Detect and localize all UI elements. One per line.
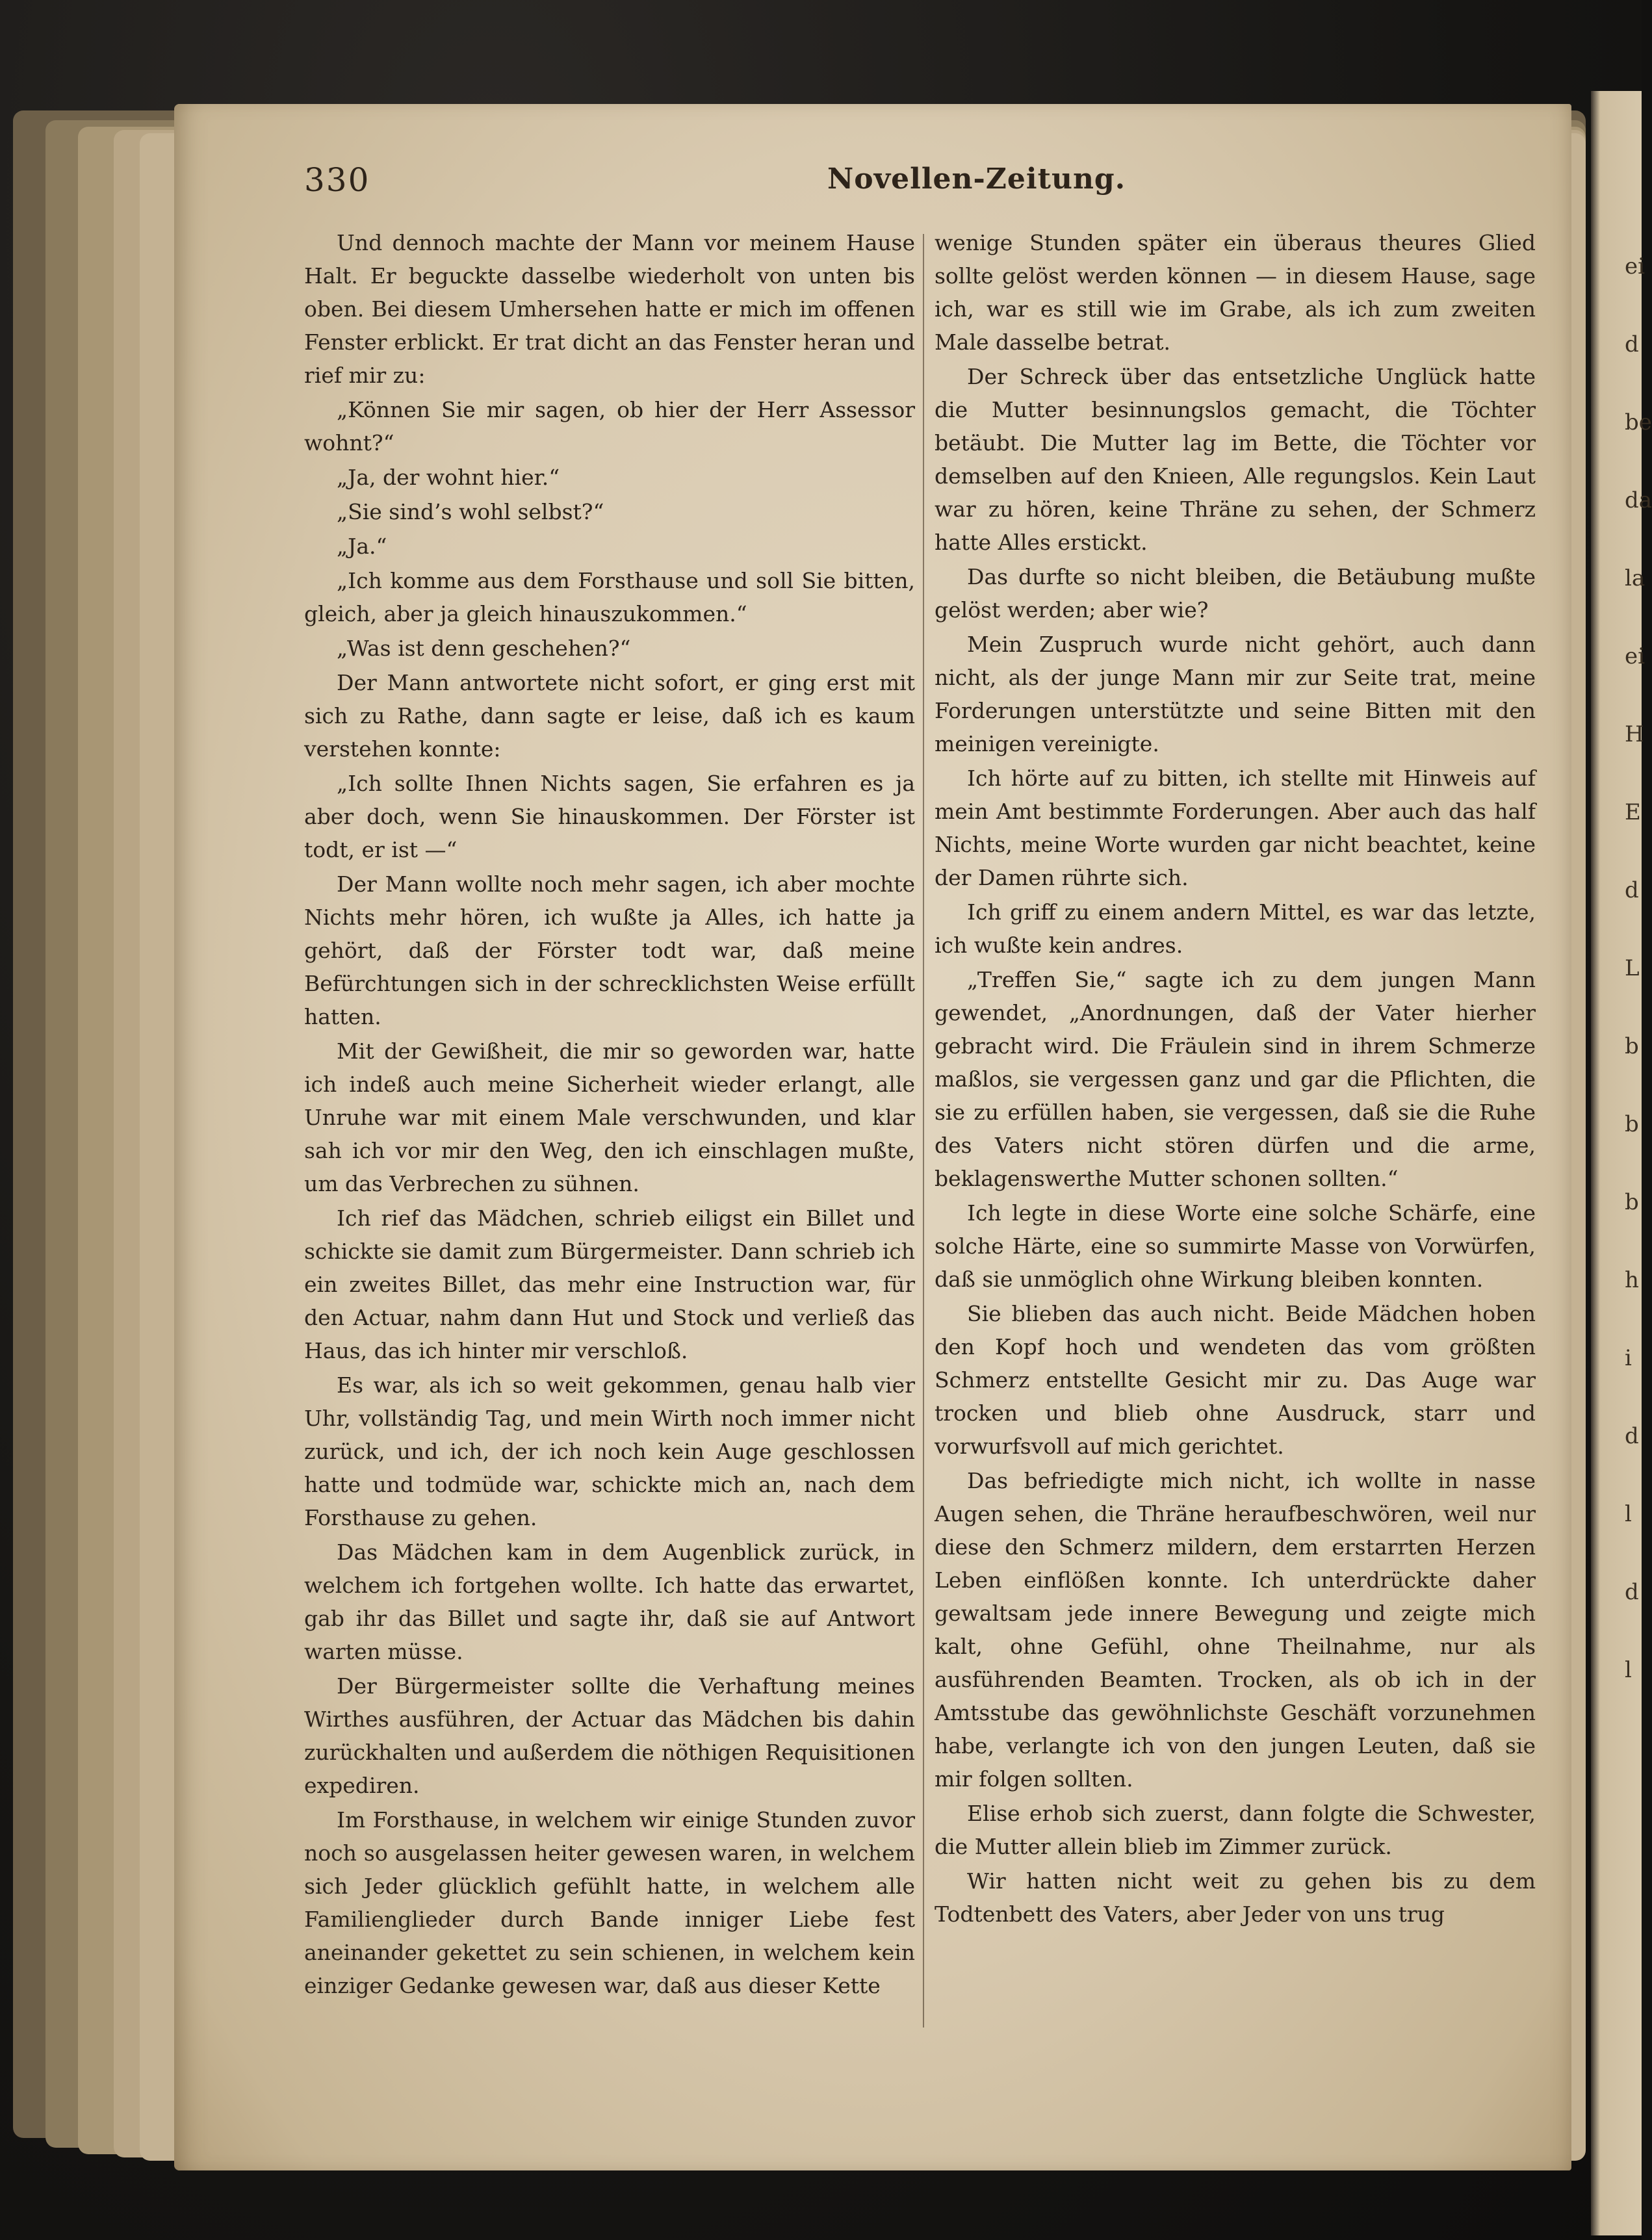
paragraph: Ich legte in diese Worte eine solche Schärfe, eine solche Härte, eine so summirte Masse von Vorwürfen, daß sie unmöglich ohne Wirkung bleiben konnten. — [935, 1200, 1536, 1292]
paragraph: „Sie sind’s wohl selbst?“ — [337, 499, 604, 524]
paragraph: „Ja.“ — [337, 534, 387, 559]
paragraph: „Ja, der wohnt hier.“ — [337, 465, 560, 490]
next-page-letter: da — [1625, 487, 1652, 513]
paragraph: wenige Stunden später ein überaus theures Glied sollte gelöst werden können — in diesem Hause, sage ich, war es still wie im Grabe, als ich zum zweiten Male dasselbe betrat. — [935, 230, 1536, 355]
next-page-letter: d — [1625, 877, 1639, 903]
paragraph: Das befriedigte mich nicht, ich wollte in nasse Augen sehen, die Thräne heraufbeschwören, weil nur diese den Schmerz mildern, dem erstarrten Herzen Leben einflößen konnte. Ich unterdrückte daher gewaltsam jede innere Bewegung und zeigte mich kalt, ohne Gefühl, ohne Theilnahme, nur als ausführenden Beamten. Trocken, als ob ich in der Amtsstube das gewöhnlichste Geschäft vorzunehmen habe, verlangte ich von den jungen Leuten, daß sie mir folgen sollten. — [935, 1468, 1536, 1792]
paragraph: Der Mann wollte noch mehr sagen, ich aber mochte Nichts mehr hören, ich wußte ja Alles, ich hatte ja gehört, daß der Förster todt war, daß meine Befürchtungen sich in der schrecklichsten Weise erfüllt hatten. — [304, 871, 915, 1029]
next-page-letter: d — [1625, 1579, 1639, 1605]
paragraph: Der Schreck über das entsetzliche Unglück hatte die Mutter besinnungslos gemacht, die Töchter betäubt. Die Mutter lag im Bette, die Töchter vor demselben auf den Knieen, Alle regungslos. Kein Laut war zu hören, keine Thräne zu sehen, der Schmerz hatte Alles erstickt. — [935, 364, 1536, 555]
paragraph: Wir hatten nicht weit zu gehen bis zu dem Todtenbett des Vaters, aber Jeder von uns trug — [935, 1868, 1536, 1927]
next-page-letter: l — [1625, 1501, 1632, 1527]
running-title: Novellen-Zeitung. — [827, 162, 1126, 196]
next-page-fragment — [1625, 227, 1652, 1709]
paragraph: Ich griff zu einem andern Mittel, es war das letzte, ich wußte kein andres. — [935, 899, 1536, 958]
paragraph: „Was ist denn geschehen?“ — [337, 636, 631, 661]
next-page-letter: H — [1625, 721, 1644, 747]
next-page-letter: b — [1625, 1189, 1639, 1215]
paragraph: Elise erhob sich zuerst, dann folgte die Schwester, die Mutter allein blieb im Zimmer zurück. — [935, 1801, 1536, 1859]
next-page-letter: ei — [1625, 643, 1645, 669]
paragraph: Mit der Gewißheit, die mir so geworden war, hatte ich indeß auch meine Sicherheit wieder erlangt, alle Unruhe war mit einem Male verschwunden, und klar sah ich vor mir den Weg, den ich einschlagen mußte, um das Verbrechen zu sühnen. — [304, 1038, 915, 1196]
paragraph: Das Mädchen kam in dem Augenblick zurück, in welchem ich fortgehen wollte. Ich hatte das erwartet, gab ihr das Billet und sagte ihr, daß sie auf Antwort warten müsse. — [304, 1539, 915, 1664]
paragraph: Im Forsthause, in welchem wir einige Stunden zuvor noch so ausgelassen heiter gewesen waren, in welchem sich Jeder glücklich gefühlt hatte, in welchem alle Familienglieder durch Bande inniger Liebe fest aneinander gekettet zu sein schienen, in welchem kein einziger Gedanke gewesen war, daß aus dieser Kette — [304, 1807, 915, 1998]
right-text-column — [935, 226, 1536, 1932]
next-page-letter: h — [1625, 1267, 1639, 1293]
next-page-letter: l — [1625, 1657, 1632, 1683]
paragraph: „Können Sie mir sagen, ob hier der Herr Assessor wohnt?“ — [304, 397, 915, 456]
next-page-letter: d — [1625, 1423, 1639, 1449]
paragraph: Und dennoch machte der Mann vor meinem Hause Halt. Er beguckte dasselbe wiederholt von unten bis oben. Bei diesem Umhersehen hatte er mich im offenen Fenster erblickt. Er trat dicht an das Fenster heran und rief mir zu: — [304, 230, 915, 388]
page-header — [304, 161, 1539, 207]
next-page-letter: b — [1625, 1111, 1639, 1137]
next-page-letter: la — [1625, 565, 1646, 591]
paragraph: Der Bürgermeister sollte die Verhaftung meines Wirthes ausführen, der Actuar das Mädchen bis dahin zurückhalten und außerdem die nöthigen Requisitionen expediren. — [304, 1673, 915, 1798]
next-page-letter: ei — [1625, 253, 1645, 279]
next-page-letter: i — [1625, 1345, 1632, 1371]
paragraph: Sie blieben das auch nicht. Beide Mädchen hoben den Kopf hoch und wendeten das vom größten Schmerz entstellte Gesicht mir zu. Das Auge war trocken und blieb ohne Ausdruck, starr und vorwurfsvoll auf mich gerichtet. — [935, 1301, 1536, 1459]
next-page-letter: d — [1625, 331, 1639, 357]
page-number: 330 — [304, 161, 370, 199]
paragraph: „Ich komme aus dem Forsthause und soll Sie bitten, gleich, aber ja gleich hinauszukommen.“ — [304, 568, 915, 626]
column-divider — [923, 234, 924, 2028]
paragraph: Der Mann antwortete nicht sofort, er ging erst mit sich zu Rathe, dann sagte er leise, daß ich es kaum verstehen konnte: — [304, 670, 915, 762]
paragraph: Ich hörte auf zu bitten, ich stellte mit Hinweis auf mein Amt bestimmte Forderungen. Aber auch das half Nichts, meine Worte wurden gar nicht beachtet, keine der Damen rührte sich. — [935, 766, 1536, 890]
paragraph: Mein Zuspruch wurde nicht gehört, auch dann nicht, als der junge Mann mir zur Seite trat, meine Forderungen unterstützte und seine Bitten mit den meinigen vereinigte. — [935, 632, 1536, 756]
paragraph: „Treffen Sie,“ sagte ich zu dem jungen Mann gewendet, „Anordnungen, daß der Vater hierher gebracht wird. Die Fräulein sind in ihrem Schmerze maßlos, sie vergessen ganz und gar die Pflichten, die sie zu erfüllen haben, sie vergessen, daß sie die Ruhe des Vaters nicht stören dürfen und die arme, beklagenswerthe Mutter schonen sollten.“ — [935, 967, 1536, 1191]
left-text-column — [304, 226, 915, 2003]
next-page-letter: b — [1625, 1033, 1639, 1059]
next-page-letter: be — [1625, 409, 1652, 435]
paragraph: „Ich sollte Ihnen Nichts sagen, Sie erfahren es ja aber doch, wenn Sie hinauskommen. Der Förster ist todt, er ist —“ — [304, 771, 915, 862]
paragraph: Ich rief das Mädchen, schrieb eiligst ein Billet und schickte sie damit zum Bürgermeister. Dann schrieb ich ein zweites Billet, das mehr eine Instruction war, für den Actuar, nahm dann Hut und Stock und verließ das Haus, das ich hinter mir verschloß. — [304, 1205, 915, 1363]
paragraph: Das durfte so nicht bleiben, die Betäubung mußte gelöst werden; aber wie? — [935, 564, 1536, 623]
next-page-letter: E — [1625, 799, 1641, 825]
paragraph: Es war, als ich so weit gekommen, genau halb vier Uhr, vollständig Tag, und mein Wirth noch immer nicht zurück, und ich, der ich noch kein Auge geschlossen hatte und todmüde war, schickte mich an, nach dem Forsthause zu gehen. — [304, 1372, 915, 1530]
next-page-letter: L — [1625, 955, 1640, 981]
